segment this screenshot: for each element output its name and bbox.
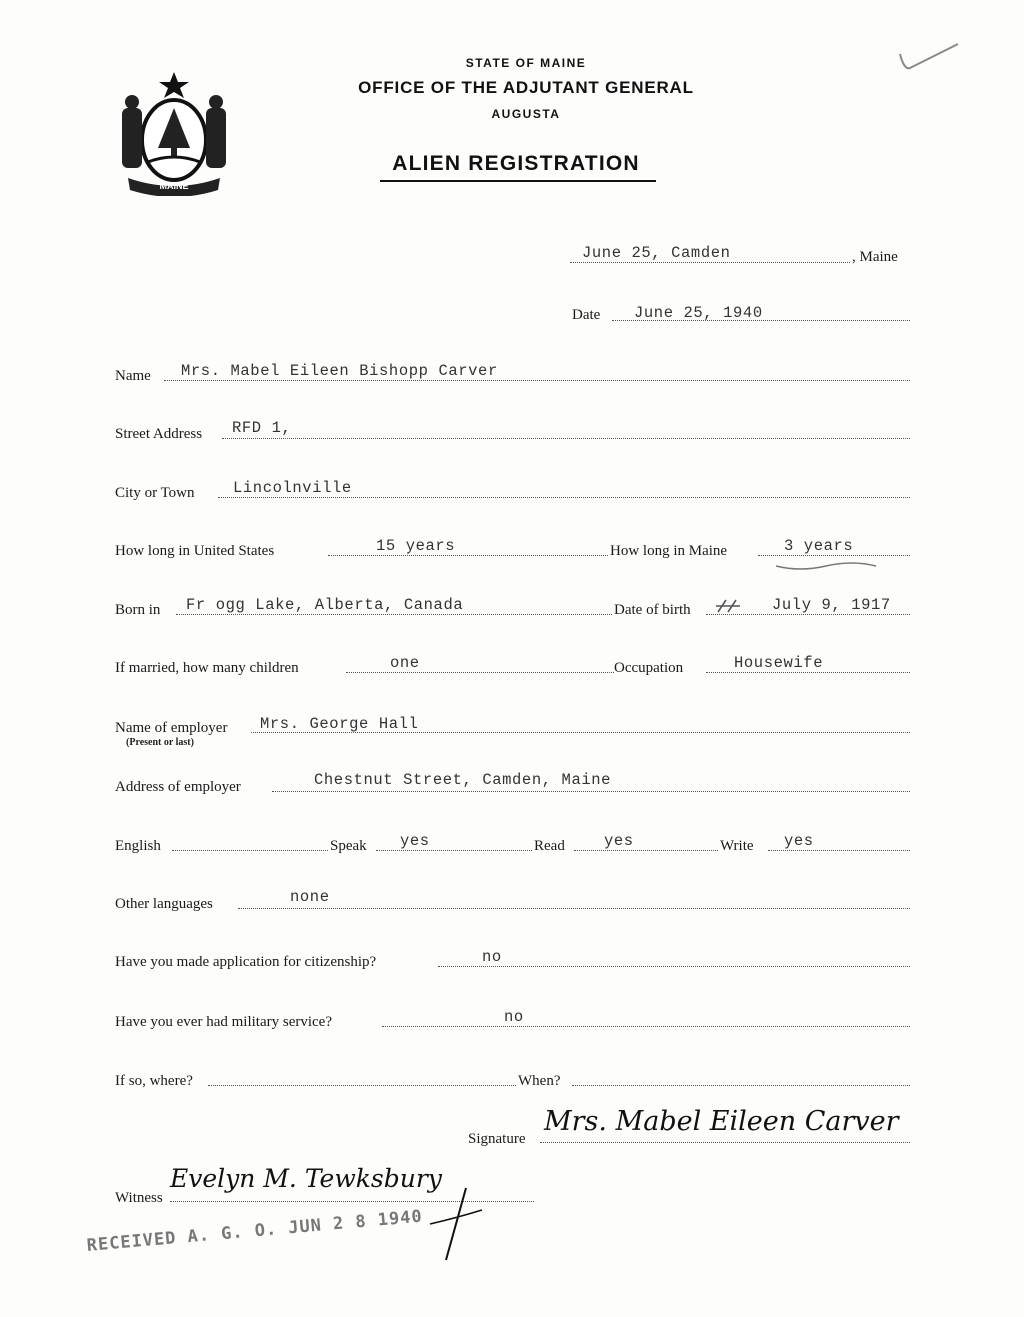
- employer-address-line: [272, 791, 910, 792]
- military-label: Have you ever had military service?: [115, 1014, 332, 1030]
- born-in-label: Born in: [115, 602, 161, 618]
- place-line: [570, 262, 850, 263]
- seal-motto: MAINE: [159, 181, 189, 191]
- place-value: June 25, Camden: [582, 244, 731, 262]
- date-of-birth-value: July 9, 1917: [772, 596, 891, 614]
- checkmark-icon: [896, 40, 966, 80]
- signature-value: Mrs. Mabel Eileen Carver: [544, 1106, 899, 1137]
- citizenship-line: [438, 966, 910, 967]
- how-long-maine-line: [758, 555, 910, 556]
- name-line: [164, 380, 910, 381]
- citizenship-value: no: [482, 948, 502, 966]
- how-long-us-value: 15 years: [376, 537, 456, 555]
- read-line: [574, 850, 718, 851]
- read-label: Read: [534, 838, 565, 854]
- employer-address-value: Chestnut Street, Camden, Maine: [314, 771, 612, 789]
- how-long-us-line: [328, 555, 608, 556]
- header-state: STATE OF MAINE: [465, 56, 587, 70]
- born-in-value: Fr ogg Lake, Alberta, Canada: [186, 596, 464, 614]
- other-languages-line: [238, 908, 910, 909]
- employer-value: Mrs. George Hall: [260, 715, 419, 733]
- signature-label: Signature: [468, 1131, 526, 1147]
- speak-line: [376, 850, 532, 851]
- received-stamp: [86, 1206, 424, 1276]
- how-long-maine-value: 3 years: [784, 537, 854, 555]
- english-line: [172, 850, 328, 851]
- header-city: AUGUSTA: [491, 107, 561, 121]
- date-label: Date: [572, 307, 601, 323]
- pencil-underline: [774, 560, 878, 572]
- employer-sublabel: (Present or last): [126, 737, 194, 748]
- born-in-line: [176, 614, 612, 615]
- occupation-line: [706, 672, 910, 673]
- english-label: English: [115, 838, 161, 854]
- header-office: OFFICE OF THE ADJUTANT GENERAL: [358, 78, 694, 97]
- witness-pen-stroke: [426, 1184, 486, 1264]
- city-or-town-line: [218, 497, 910, 498]
- name-value: Mrs. Mabel Eileen Bishopp Carver: [181, 362, 498, 380]
- military-line: [382, 1026, 910, 1027]
- write-line: [768, 850, 910, 851]
- date-value: June 25, 1940: [634, 304, 763, 322]
- other-languages-value: none: [290, 888, 330, 906]
- read-value: yes: [604, 832, 634, 850]
- children-line: [346, 672, 614, 673]
- when-line: [572, 1085, 910, 1086]
- how-long-maine-label: How long in Maine: [610, 543, 728, 559]
- employer-address-label: Address of employer: [115, 779, 241, 795]
- speak-value: yes: [400, 832, 430, 850]
- crossed-out-mark: [714, 596, 742, 616]
- name-label: Name: [115, 368, 151, 384]
- street-address-label: Street Address: [115, 426, 203, 442]
- witness-signature: Evelyn M. Tewksbury: [170, 1164, 442, 1193]
- citizenship-label: Have you made application for citizenship?: [115, 954, 377, 970]
- speak-label: Speak: [330, 838, 367, 854]
- received-stamp-text: RECEIVED A. G. O. JUN 2 8 1940: [86, 1206, 424, 1256]
- other-languages-label: Other languages: [115, 896, 213, 912]
- when-label: When?: [518, 1073, 561, 1089]
- signature-line: [540, 1142, 910, 1143]
- employer-label: Name of employer: [115, 720, 228, 736]
- occupation-value: Housewife: [734, 654, 824, 672]
- witness-label: Witness: [115, 1190, 163, 1206]
- form-title: ALIEN REGISTRATION: [392, 152, 640, 175]
- street-address-value: RFD 1,: [232, 419, 292, 437]
- place-suffix: , Maine: [852, 249, 898, 265]
- children-value: one: [390, 654, 420, 672]
- city-or-town-value: Lincolnville: [233, 479, 352, 497]
- street-address-line: [222, 438, 910, 439]
- children-label: If married, how many children: [115, 660, 299, 676]
- alien-registration-form: [6, 4, 1018, 1313]
- title-underline: [380, 180, 656, 182]
- military-value: no: [504, 1008, 524, 1026]
- how-long-us-label: How long in United States: [115, 543, 275, 559]
- write-value: yes: [784, 832, 814, 850]
- state-of-maine-seal-icon: [118, 68, 230, 196]
- occupation-label: Occupation: [614, 660, 684, 676]
- city-or-town-label: City or Town: [115, 485, 195, 501]
- where-label: If so, where?: [115, 1073, 193, 1089]
- write-label: Write: [720, 838, 754, 854]
- date-of-birth-label: Date of birth: [614, 602, 691, 618]
- where-line: [208, 1085, 516, 1086]
